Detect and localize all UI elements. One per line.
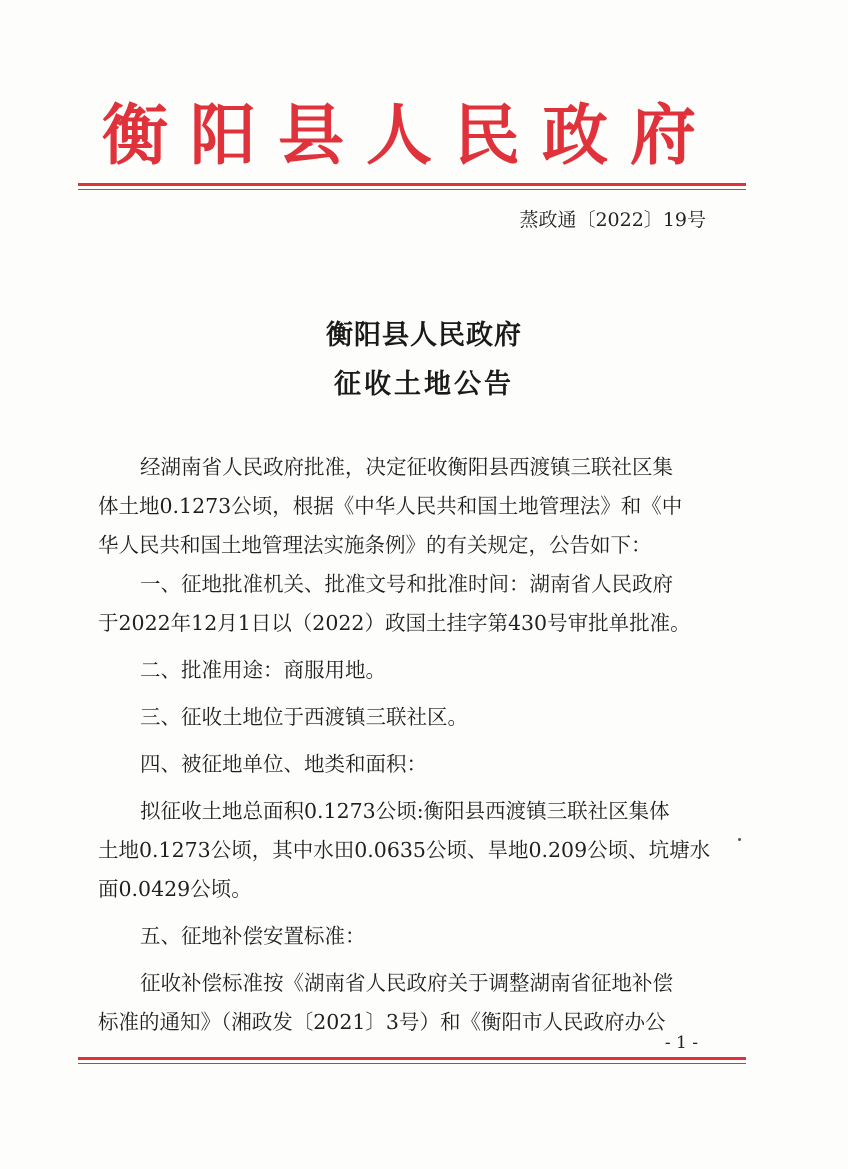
notice-title-subject: 征收土地公告 <box>334 369 514 400</box>
body-line: 土地0.1273公顷，其中水田0.0635公顷、旱地0.209公顷、坑塘水 <box>98 838 711 862</box>
body-line: 五、征地补偿安置标准： <box>140 924 366 948</box>
masthead-red-rule-thick <box>78 183 746 186</box>
notice-body <box>98 448 718 1042</box>
body-line: 体土地0.1273公顷，根据《中华人民共和国土地管理法》和《中 <box>98 494 683 518</box>
footer-red-rule-thick <box>78 1057 746 1060</box>
body-line: 四、被征地单位、地类和面积： <box>140 752 427 776</box>
document-number: 蒸政通〔2022〕19号 <box>519 209 706 231</box>
body-line: 标准的通知》（湘政发〔2021〕3号）和《衡阳市人民政府办公 <box>98 1010 666 1034</box>
body-line: 经湖南省人民政府批准，决定征收衡阳县西渡镇三联社区集 <box>140 455 673 479</box>
masthead-red-rule-thin <box>78 189 746 190</box>
body-line: 征收补偿标准按《湖南省人民政府关于调整湖南省征地补偿 <box>140 971 673 995</box>
body-line: 一、征地批准机关、批准文号和批准时间：湖南省人民政府 <box>140 572 673 596</box>
body-line: 于2022年12月1日以（2022）政国土挂字第430号审批单批准。 <box>98 611 691 635</box>
body-line: 二、批准用途：商服用地。 <box>140 658 386 682</box>
notice-title-issuer: 衡阳县人民政府 <box>326 320 522 351</box>
body-line: 华人民共和国土地管理法实施条例》的有关规定，公告如下： <box>98 533 652 557</box>
body-line: 面0.0429公顷。 <box>98 877 252 901</box>
body-line: 三、征收土地位于西渡镇三联社区。 <box>140 705 468 729</box>
body-line: 拟征收土地总面积0.1273公顷:衡阳县西渡镇三联社区集体 <box>140 799 670 823</box>
scan-speck <box>738 838 741 841</box>
page-number: - 1 - <box>664 1033 698 1053</box>
masthead-title: 衡阳县人民政府 <box>102 96 718 174</box>
footer-red-rule-thin <box>78 1063 746 1064</box>
